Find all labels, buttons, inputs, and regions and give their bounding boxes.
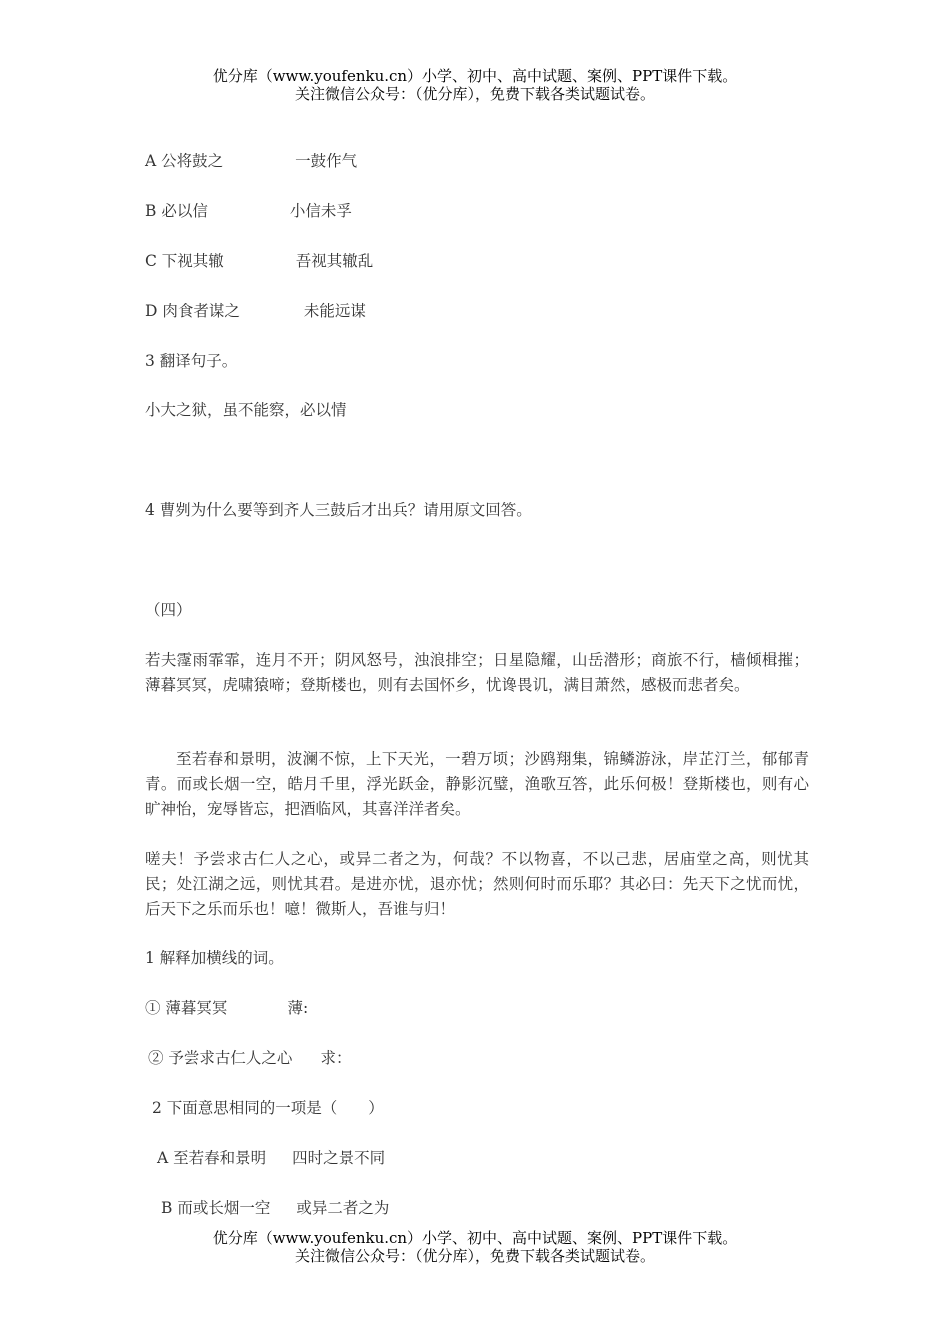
option-d-right: 未能远谋 (303, 302, 366, 320)
option-a-right: 一鼓作气 (295, 152, 358, 170)
q2-option-b-left: B 而或长烟一空 (161, 1199, 271, 1217)
option-c-left: C 下视其辙 (145, 252, 224, 270)
option-b-right: 小信未孚 (289, 202, 352, 220)
q2-option-b-right: 或异二者之为 (296, 1199, 390, 1217)
option-b-left: B 必以信 (145, 202, 208, 220)
q2-option-b (161, 1196, 389, 1221)
footer-line-1: 优分库（www.youfenku.cn）小学、初中、高中试题、案例、PPT课件下载。 (212, 1229, 738, 1247)
question-3: 3 翻译句子。 (145, 352, 238, 370)
q1-item-1-left: ① 薄暮冥冥 (145, 999, 228, 1017)
q1-item-2-right: 求： (320, 1049, 352, 1067)
q1-item-1 (145, 996, 308, 1021)
option-c (145, 249, 373, 274)
section-4-title: （四） (145, 601, 192, 619)
q1-item-2 (148, 1046, 351, 1071)
footer-line-2: 关注微信公众号：（优分库），免费下载各类试题试卷。 (294, 1247, 655, 1265)
page-footer (0, 1229, 950, 1265)
section-4-question-1: 1 解释加横线的词。 (145, 949, 284, 967)
option-c-right: 吾视其辙乱 (295, 252, 374, 270)
q1-item-1-right: 薄: (287, 999, 309, 1017)
passage-paragraph-3: 嗟夫！予尝求古仁人之心，或异二者之为，何哉？不以物喜，不以己悲，居庙堂之高，则忧其民；处江湖之远，则忧其君。是进亦忧，退亦忧；然则何时而乐耶？其必曰：先天下之忧而忧，后天下之乐而乐也！噫！微斯人，吾谁与归！ (145, 850, 809, 918)
option-b (145, 199, 352, 224)
option-a (145, 149, 357, 174)
section-4-question-2: 2 下面意思相同的一项是（ ） (152, 1099, 384, 1117)
question-4: 4 曹刿为什么要等到齐人三鼓后才出兵？请用原文回答。 (145, 501, 532, 519)
passage-paragraph-1: 若夫霪雨霏霏，连月不开；阴风怒号，浊浪排空；日星隐耀，山岳潜形；商旅不行，樯倾楫摧；薄暮冥冥，虎啸猿啼；登斯楼也，则有去国怀乡，忧谗畏讥，满目萧然，感极而悲者矣。 (145, 651, 809, 694)
q1-item-2-left: ② 予尝求古仁人之心 (148, 1049, 293, 1067)
option-d (145, 299, 366, 324)
q2-option-a-right: 四时之景不同 (292, 1149, 386, 1167)
page-header (0, 67, 950, 103)
q2-option-a-left: A 至若春和景明 (157, 1149, 267, 1167)
question-3-sentence: 小大之狱，虽不能察，必以情 (145, 401, 347, 419)
q2-option-a (157, 1146, 385, 1171)
passage-paragraph-2: 至若春和景明，波澜不惊，上下天光，一碧万顷；沙鸥翔集，锦鳞游泳，岸芷汀兰，郁郁青青。而或长烟一空，皓月千里，浮光跃金，静影沉璧，渔歌互答，此乐何极！登斯楼也，则有心旷神怡，宠辱皆忘，把酒临风，其喜洋洋者矣。 (145, 750, 809, 818)
header-line-2: 关注微信公众号：（优分库），免费下载各类试题试卷。 (294, 85, 655, 103)
option-a-left: A 公将鼓之 (145, 152, 224, 170)
option-d-left: D 肉食者谋之 (145, 302, 240, 320)
header-line-1: 优分库（www.youfenku.cn）小学、初中、高中试题、案例、PPT课件下载。 (212, 67, 738, 85)
